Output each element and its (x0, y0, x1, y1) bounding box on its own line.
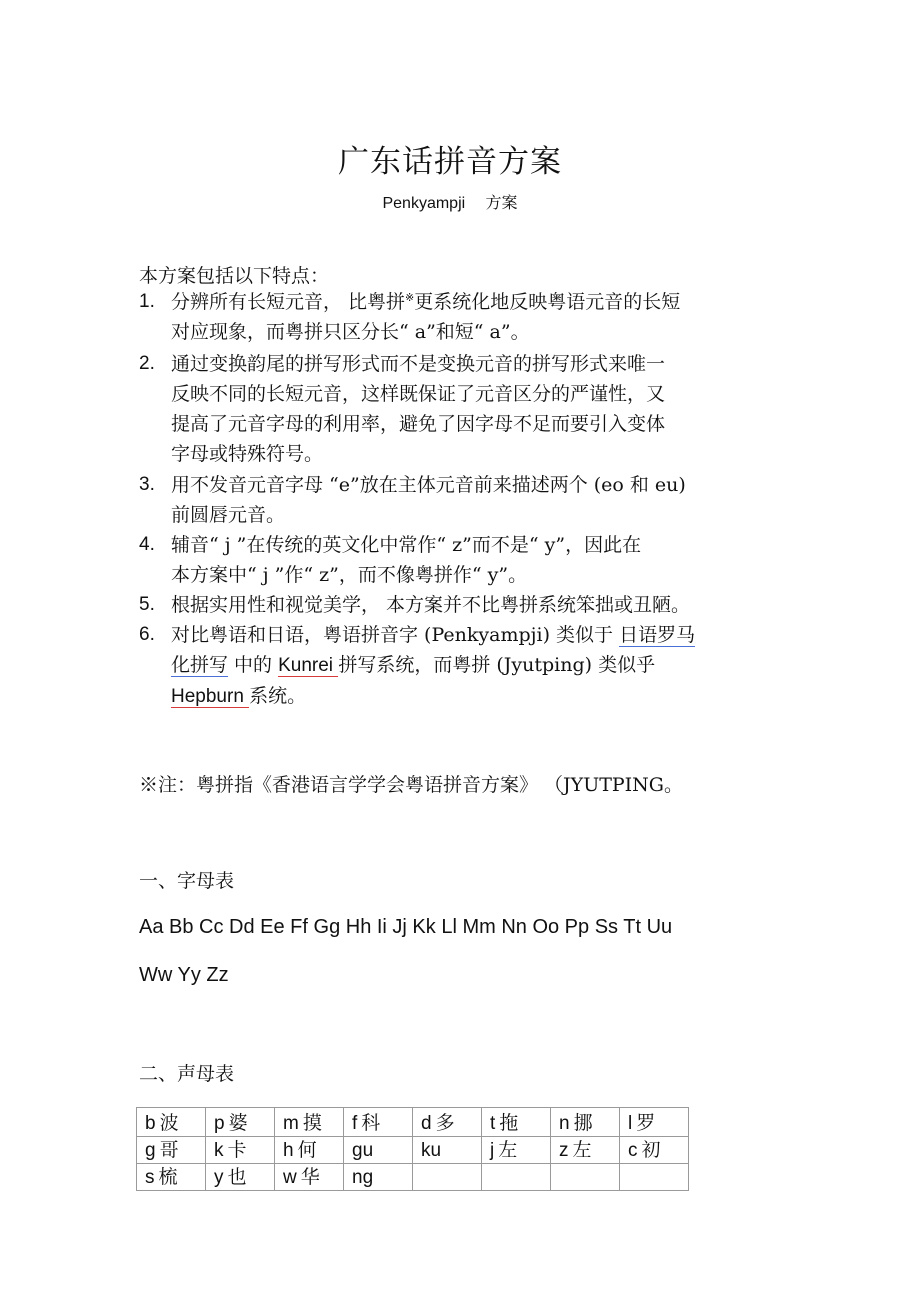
initial-example-char: 拖 (499, 1112, 519, 1134)
initial-letter: g (145, 1140, 156, 1161)
section-heading-alphabet: 一、字母表 (139, 870, 235, 892)
initial-cell (344, 1137, 413, 1164)
item-1-line-1: 分辨所有长短元音， 比粤拼※更系统化地反映粤语元音的长短 (171, 291, 681, 313)
initial-example-char: 何 (297, 1139, 317, 1161)
initial-letter: s (145, 1167, 155, 1188)
initial-cell (551, 1137, 620, 1164)
item-2-line-1: 通过变换韵尾的拼写形式而不是变换元音的拼写形式来唯一 (171, 353, 666, 375)
section-heading-initials: 二、声母表 (139, 1063, 235, 1085)
subtitle-latin: Penkyampji (382, 195, 466, 212)
page-title: 广东话拼音方案 (338, 144, 562, 180)
initial-cell (206, 1137, 275, 1164)
item-4-line-1: 辅音“ j ”在传统的英文化中常作“ z”而不是“ y”，因此在 (171, 534, 642, 556)
initial-letter: t (490, 1113, 496, 1134)
item-6-line-1: 对比粤语和日语，粤语拼音字 (Penkyampji) 类似于 日语罗马 (171, 624, 696, 646)
initial-example-char: 多 (435, 1112, 455, 1134)
initial-example-char: 哥 (159, 1139, 179, 1161)
table-row (137, 1108, 689, 1137)
initial-cell (482, 1137, 551, 1164)
subtitle-cn: 方案 (485, 193, 518, 212)
initial-cell (620, 1164, 689, 1191)
initial-cell (137, 1164, 206, 1191)
link-hepburn[interactable]: Hepburn (171, 686, 250, 707)
initial-letter: n (559, 1113, 570, 1134)
item-number: 3. (139, 474, 155, 495)
item-6-line-2: 化拼写 中的 Kunrei 拼写系统，而粤拼 (Jyutping) 类似乎 (171, 654, 656, 676)
initial-example-char: 挪 (573, 1112, 593, 1134)
initial-letter: ng (352, 1167, 374, 1188)
initial-example-char: 华 (300, 1166, 320, 1188)
initial-cell (206, 1164, 275, 1191)
initial-letter: c (628, 1140, 638, 1161)
initials-table (136, 1107, 689, 1191)
item-3-line-1: 用不发音元音字母 “e”放在主体元音前来描述两个 (eo 和 eu) (171, 474, 686, 496)
initial-cell (482, 1108, 551, 1137)
item-number: 6. (139, 624, 155, 645)
initial-letter: b (145, 1113, 156, 1134)
intro-text: 本方案包括以下特点： (139, 265, 330, 287)
initial-cell (620, 1108, 689, 1137)
initial-example-char: 左 (498, 1139, 518, 1161)
initial-example-char: 梳 (158, 1166, 178, 1188)
initial-cell (137, 1108, 206, 1137)
table-row (137, 1137, 689, 1164)
alphabet-line-1: Aa Bb Cc Dd Ee Ff Gg Hh Ii Jj Kk Ll Mm Nn Oo Pp Ss Tt Uu (139, 916, 673, 938)
initial-letter: p (214, 1113, 225, 1134)
item-4-line-2: 本方案中“ j ”作“ z”，而不像粤拼作“ y”。 (171, 564, 528, 586)
initial-cell (413, 1164, 482, 1191)
initial-letter: z (559, 1140, 569, 1161)
footnote: ※注：粤拼指《香港语言学学会粤语拼音方案》 （JYUTPING。 (139, 774, 683, 796)
initial-example-char: 婆 (228, 1112, 248, 1134)
initial-cell (482, 1164, 551, 1191)
initial-letter: ku (421, 1140, 442, 1161)
item-1-line-2: 对应现象，而粤拼只区分长“ a”和短“ a”。 (171, 321, 530, 343)
alphabet-line-2: Ww Yy Zz (139, 964, 229, 986)
item-number: 2. (139, 353, 155, 374)
item-2-line-2: 反映不同的长短元音，这样既保证了元音区分的严谨性，又 (171, 383, 666, 405)
page-subtitle (0, 190, 900, 213)
item-3-line-2: 前圆唇元音。 (171, 504, 286, 526)
initial-cell (137, 1137, 206, 1164)
initial-letter: h (283, 1140, 294, 1161)
initial-cell (206, 1108, 275, 1137)
initial-example-char: 波 (159, 1112, 179, 1134)
initial-letter: j (490, 1140, 495, 1161)
initial-cell (551, 1108, 620, 1137)
item-number: 1. (139, 291, 155, 312)
link-romanization-cont[interactable]: 化拼写 (171, 654, 229, 676)
initial-cell (620, 1137, 689, 1164)
initial-cell (551, 1164, 620, 1191)
initial-cell (344, 1108, 413, 1137)
initial-letter: gu (352, 1140, 374, 1161)
footnote-mark: ※ (405, 291, 415, 304)
initial-letter: y (214, 1167, 224, 1188)
link-kunrei[interactable]: Kunrei (278, 655, 339, 676)
initial-cell (275, 1108, 344, 1137)
initial-example-char: 卡 (227, 1139, 247, 1161)
initial-letter: f (352, 1113, 358, 1134)
initial-cell (413, 1137, 482, 1164)
initial-cell (344, 1164, 413, 1191)
initial-example-char: 罗 (636, 1112, 656, 1134)
item-number: 4. (139, 534, 155, 555)
initial-example-char: 也 (227, 1166, 247, 1188)
initial-letter: k (214, 1140, 224, 1161)
table-row (137, 1164, 689, 1191)
item-6-line-3: Hepburn 系统。 (171, 685, 307, 707)
initial-cell (275, 1164, 344, 1191)
initial-example-char: 科 (361, 1112, 381, 1134)
initial-cell (413, 1108, 482, 1137)
link-japanese-romanization[interactable]: 日语罗马 (619, 624, 696, 646)
item-2-line-3: 提高了元音字母的利用率，避免了因字母不足而要引入变体 (171, 413, 666, 435)
initial-example-char: 左 (572, 1139, 592, 1161)
initial-letter: m (283, 1113, 299, 1134)
initial-letter: d (421, 1113, 432, 1134)
item-number: 5. (139, 594, 155, 615)
item-5-line-1: 根据实用性和视觉美学， 本方案并不比粤拼系统笨拙或丑陋。 (171, 594, 691, 616)
initial-letter: l (628, 1113, 633, 1134)
initial-example-char: 摸 (302, 1112, 322, 1134)
initial-example-char: 初 (641, 1139, 661, 1161)
initial-cell (275, 1137, 344, 1164)
initial-letter: w (283, 1167, 297, 1188)
item-2-line-4: 字母或特殊符号。 (171, 443, 324, 465)
